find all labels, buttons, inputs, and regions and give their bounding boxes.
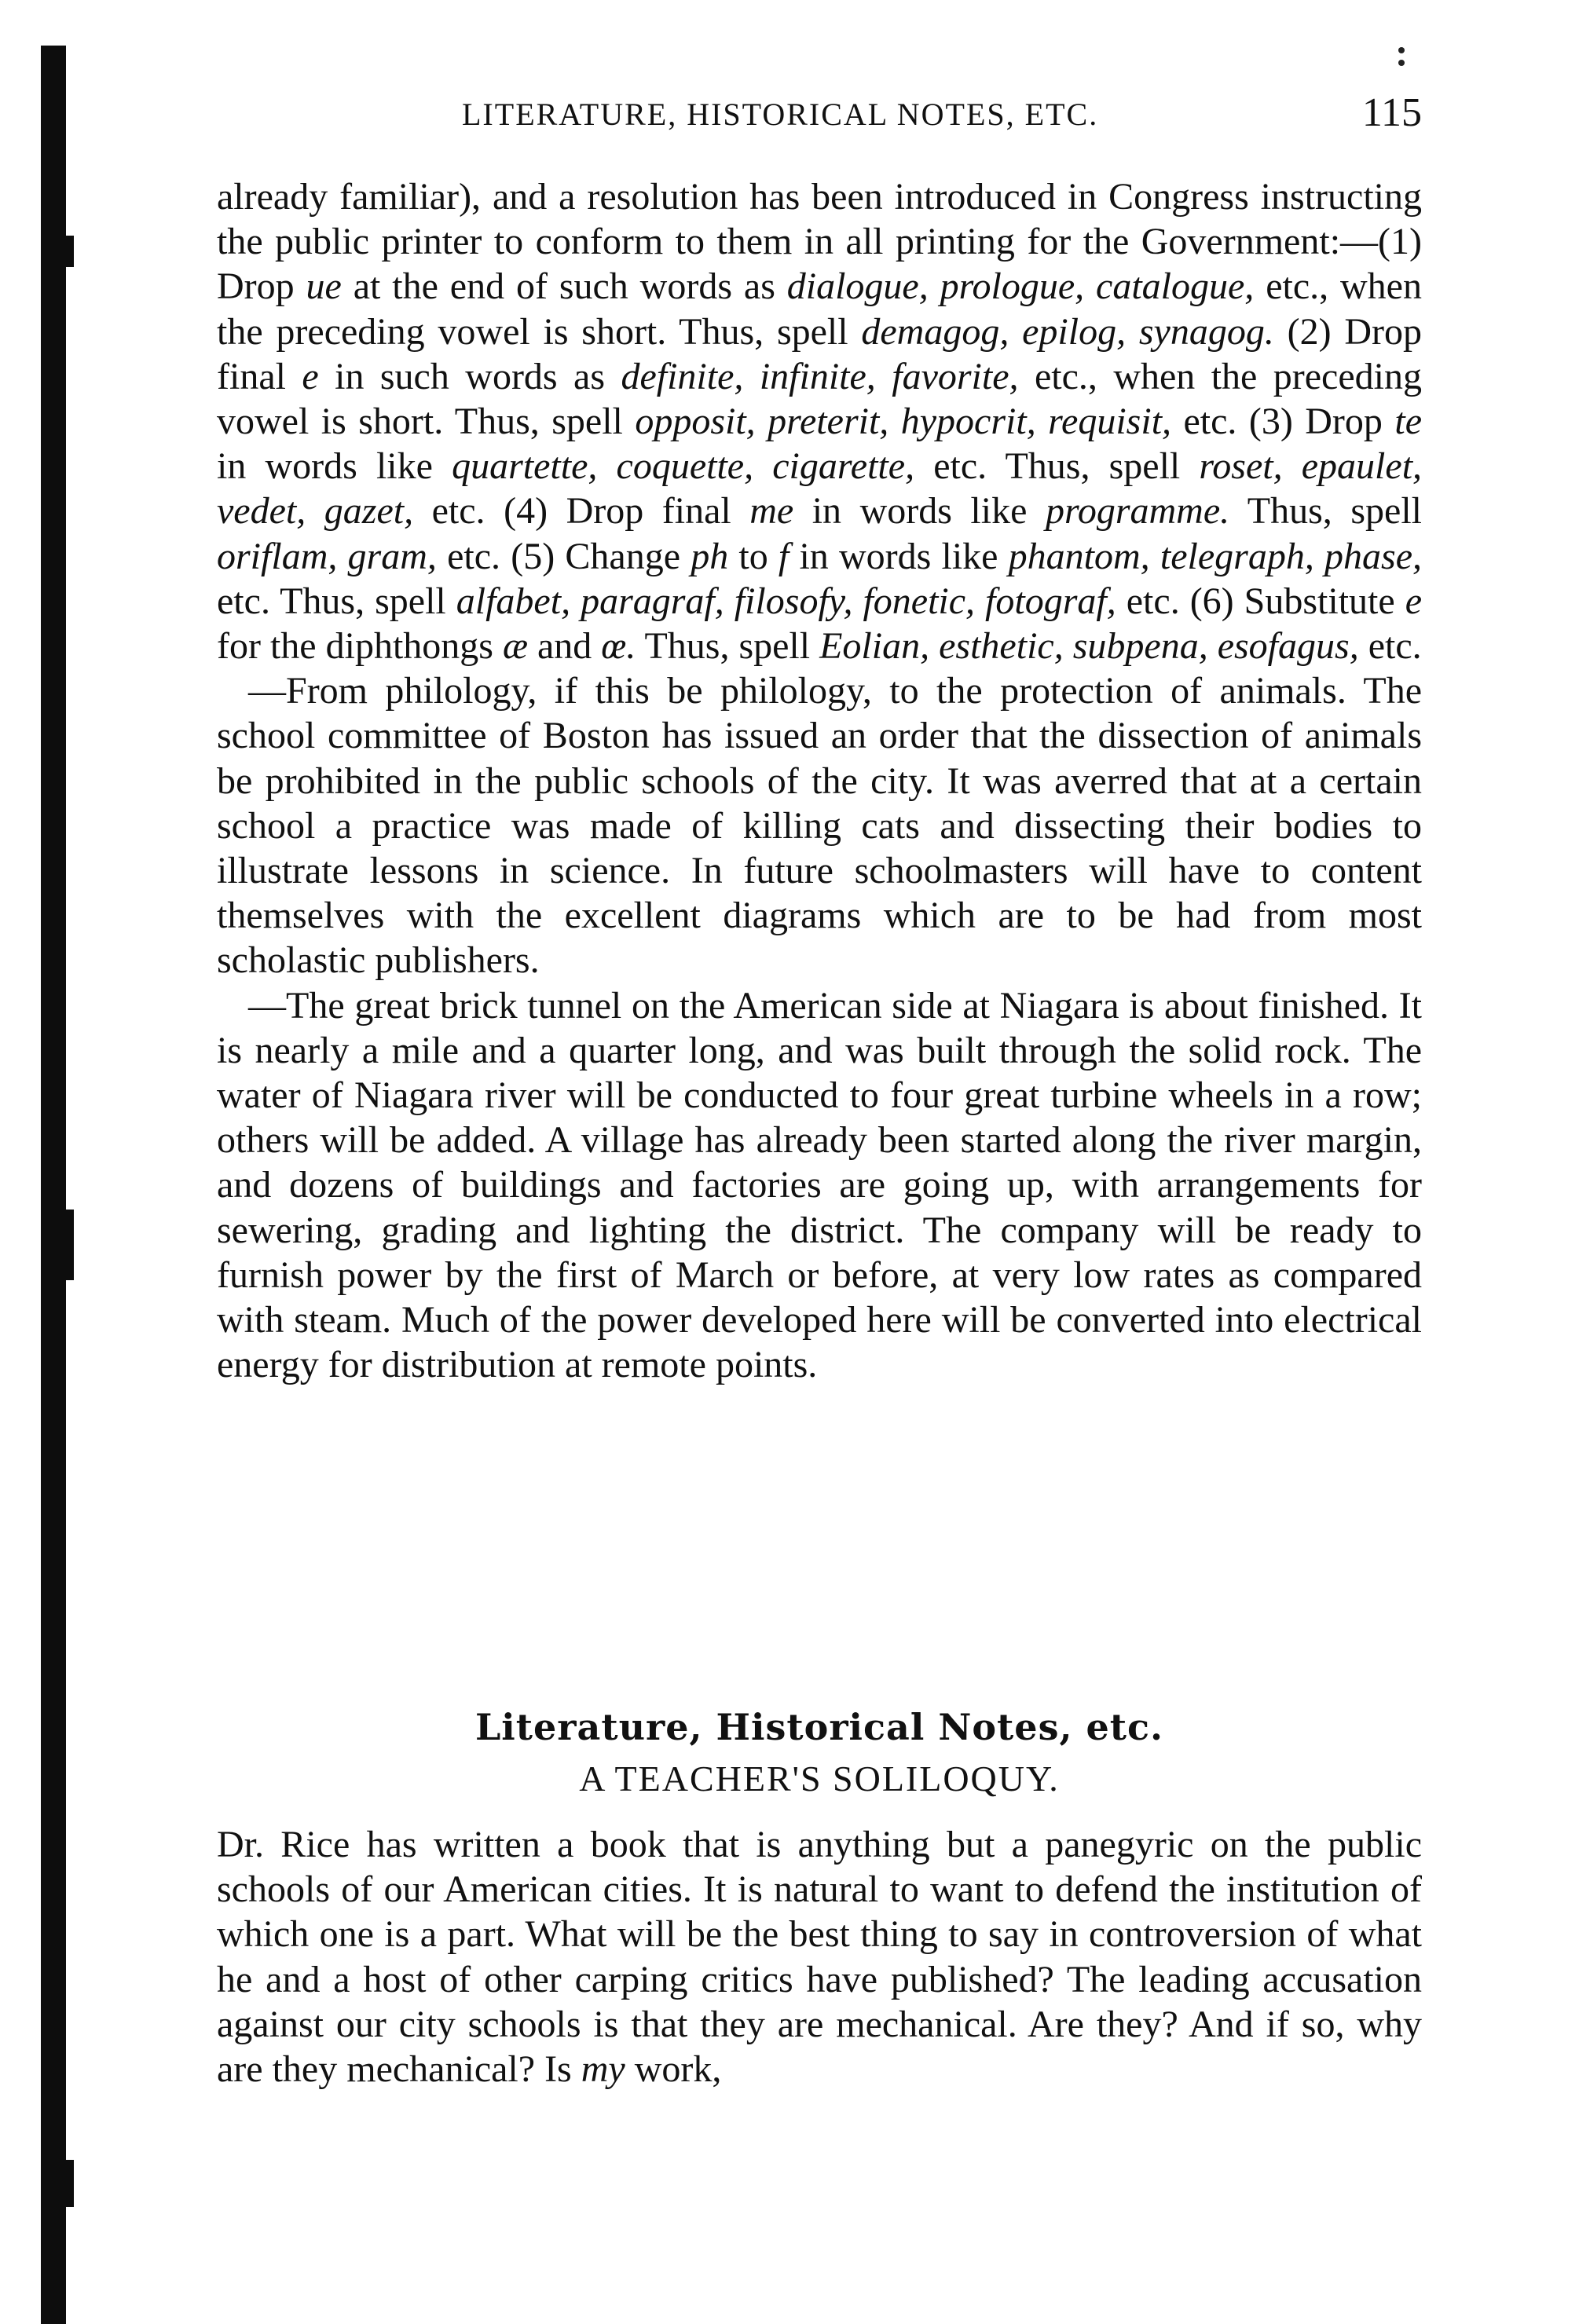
binding-edge-shadow <box>41 46 66 2324</box>
scan-speck <box>1398 60 1405 66</box>
italic-run: oriflam, gram, <box>217 535 437 577</box>
italic-run: œ. <box>601 625 636 668</box>
italic-run: æ <box>502 625 528 668</box>
paragraph: already familiar), and a resolution has been introduced in Congress instructing the public printer to conform to them in all printing for the Government:—(1) Drop ue at the end of such words as dialogue, prologue, catalogue, etc., when the preceding vowel is short. Thus, spell demagog, epilog, synagog. (2) Drop final e in such words as definite, infinite, favorite, etc., when the preceding vowel is short. Thus, spell opposit, preterit, hypocrit, requisit, etc. (3) Drop te in words like quartette, coquette, cigarette, etc. Thus, spell roset, epaulet, vedet, gazet, etc. (4) Drop final me in words like programme. Thus, spell oriflam, gram, etc. (5) Change ph to f in words like phantom, telegraph, phase, etc. Thus, spell alfabet, paragraf, filosofy, fonetic, fotograf, etc. (6) Substitute e for the diphthongs æ and œ. Thus, spell Eolian, esthetic, subpena, esofagus, etc. <box>217 176 1423 668</box>
italic-run: e <box>1405 580 1423 622</box>
italic-run: Eolian, esthetic, subpena, esofagus, <box>819 625 1359 668</box>
paragraph: —The great brick tunnel on the American side at Niagara is about finished. It is nearly a mile and a quarter long, and was built through the solid rock. The water of Niagara river will be conducted to four great turbine wheels in a row; others will be added. A village has already been started along the river margin, and dozens of buildings and factories are going up, with arrangements for sewering, grading and lighting the district. The company will be ready to furnish power by the first of March or before, at very low rates as compared with steam. Much of the power developed here will be converted into electrical energy for distribution at remote points. <box>217 984 1422 1386</box>
running-title: LITERATURE, HISTORICAL NOTES, ETC. <box>462 97 1099 132</box>
italic-run: ph <box>691 535 729 577</box>
italic-run: ue <box>306 265 342 308</box>
italic-run: my <box>581 2048 625 2091</box>
italic-run: te <box>1394 401 1422 443</box>
italic-run: phantom, telegraph, phase, <box>1008 535 1422 577</box>
binding-edge-notch <box>66 1210 74 1280</box>
scan-speck <box>1398 47 1405 53</box>
paragraph: —From philology, if this be philology, to the protection of animals. The school committee of Boston has issued an order that the dissection of animals be prohibited in the public schools of the city. It was averred that at a certain school a practice was made of killing cats and dissecting their bodies to illustrate lessons in science. In future schoolmasters will have to content themselves with the excellent diagrams which are to be had from most scholastic publishers. <box>217 670 1422 982</box>
italic-run: dialogue, prologue, catalogue, <box>786 265 1255 308</box>
section-heading: Literature, Historical Notes, etc. <box>474 1706 1164 1748</box>
italic-run: f <box>778 535 790 577</box>
article-title: A TEACHER'S SOLILOQUY. <box>579 1759 1060 1799</box>
italic-run: quartette, coquette, cigarette, <box>452 445 915 488</box>
italic-run: demagog, epilog, synagog. <box>861 310 1274 353</box>
page-number: 115 <box>1361 90 1422 135</box>
binding-edge-notch <box>66 236 74 267</box>
binding-edge-notch <box>66 2160 74 2207</box>
body-text <box>217 174 1422 1387</box>
italic-run: alfabet, paragraf, filosofy, fonetic, fotograf, <box>456 580 1116 622</box>
italic-run: e <box>302 355 319 397</box>
italic-run: opposit, preterit, hypocrit, requisit, <box>635 401 1172 443</box>
italic-run: programme. <box>1045 490 1230 533</box>
italic-run: roset, epaulet, vedet, gazet, <box>217 445 1423 533</box>
article-paragraph: Dr. Rice has written a book that is anything but a panegyric on the public schools of our American cities. It is natural to want to defend the institution of which one is a part. What will be the best thing to say in controversion of what he and a host of other carping critics have published? The leading accusation against our city schools is that they are mechanical. Are they? And if so, why are they mechanical? Is my work, <box>217 1824 1422 2091</box>
running-header <box>217 90 1422 151</box>
italic-run: definite, infinite, favorite, <box>621 355 1019 397</box>
italic-run: me <box>749 490 794 533</box>
